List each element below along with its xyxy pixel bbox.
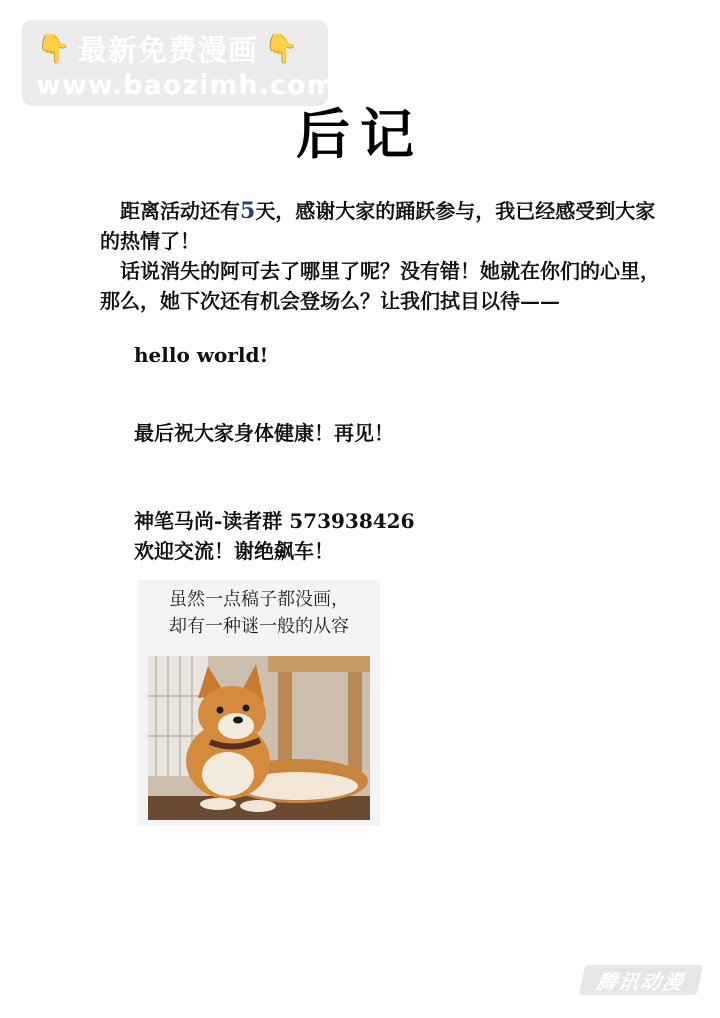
hello-world-line: hello world! xyxy=(134,343,269,367)
days-number: 5 xyxy=(240,198,256,224)
paragraph-thanks xyxy=(100,196,660,256)
meme-image xyxy=(138,580,380,826)
reader-group-line: 神笔马尚-读者群 573938426 xyxy=(134,509,415,533)
watermark-line1 xyxy=(36,28,300,68)
tencent-comics-logo: 腾讯动漫 xyxy=(579,965,703,995)
page-title: 后记 xyxy=(296,102,424,166)
paragraph-thanks-start: 距离活动还有 xyxy=(120,199,240,223)
meme-caption xyxy=(138,586,380,640)
welcome-line: 欢迎交流！谢绝飙车！ xyxy=(134,539,334,563)
paragraph-thanks-end: 天，感谢大家的踊跃参与，我已经感受到大家的热情了！ xyxy=(100,199,656,253)
meme-caption-line1: 虽然一点稿子都没画， xyxy=(169,589,349,610)
farewell-line: 最后祝大家身体健康！再见！ xyxy=(134,421,394,445)
paragraph-story: 话说消失的阿可去了哪里了呢？没有错！她就在你们的心里，那么，她下次还有机会登场么？让我们拭目以待—— xyxy=(100,259,660,313)
watermark-url: www.baozimh.com xyxy=(36,70,336,101)
shiba-dog-photo xyxy=(148,656,370,820)
shiba-dog-illustration xyxy=(148,656,370,820)
pointing-down-hand-icon: 👇 xyxy=(36,31,72,65)
watermark-text: 最新免费漫画 xyxy=(77,32,258,67)
pointing-down-hand-icon: 👇 xyxy=(263,31,300,65)
meme-caption-line2: 却有一种谜一般的从容 xyxy=(169,616,349,637)
